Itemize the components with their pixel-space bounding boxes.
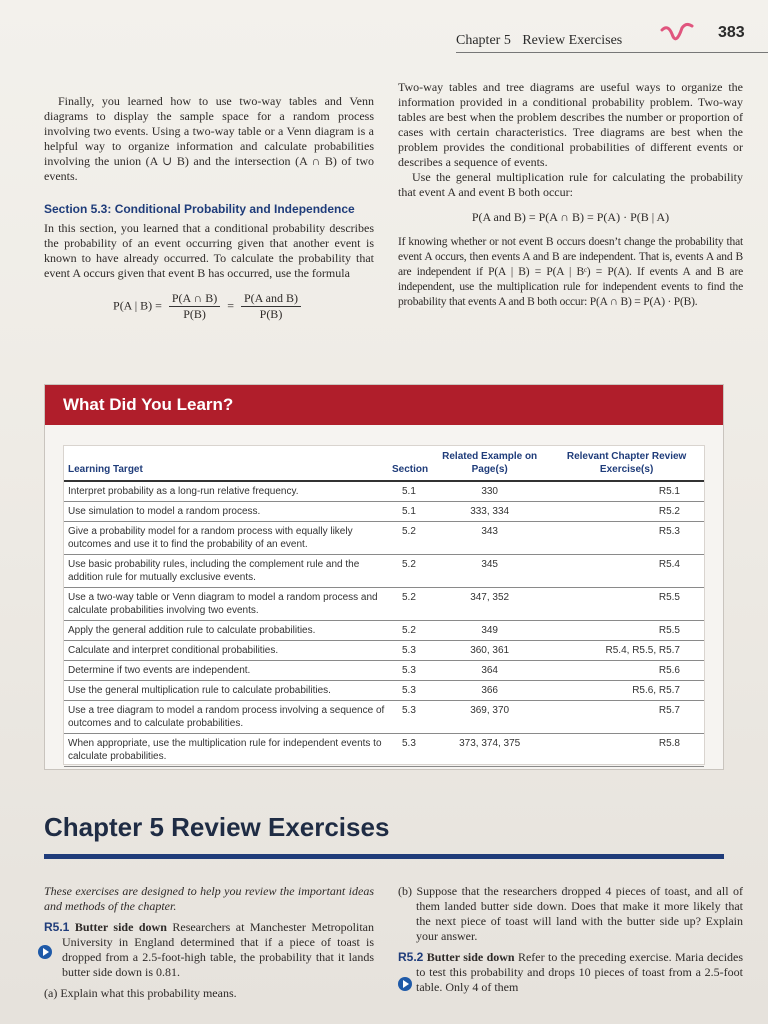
learning-target-cell: Apply the general addition rule to calculate probabilities. [64,621,390,641]
example-pages-cell: 373, 374, 375 [430,734,549,767]
chapter-review-title: Chapter 5 Review Exercises [44,812,390,842]
section-cell: 5.3 [390,641,430,661]
exercise-r5-1-part-b [398,884,743,944]
table-header-row [64,446,704,481]
formula-denominator-1: P(B) [183,307,206,321]
review-exercise-cell: R5.8 [549,734,704,767]
learning-target-cell: When appropriate, use the multiplication rule for independent events to calculate probabilities. [64,734,390,767]
header-review-exercise: Relevant Chapter Review Exercise(s) [549,446,704,481]
review-left-column [44,884,374,1001]
exercise-title: Butter side down [426,950,515,964]
section-cell: 5.3 [390,701,430,734]
formula-equals: = [227,298,234,313]
review-exercise-cell: R5.2 [549,502,704,522]
exercise-r5-1-part-a [44,986,374,1001]
learning-target-table-panel [63,445,705,765]
exercise-r5-1 [44,920,374,980]
exercise-number: R5.2 [398,950,424,964]
learning-target-cell: Use simulation to model a random process. [64,502,390,522]
section-cell: 5.3 [390,681,430,701]
example-pages-cell: 366 [430,681,549,701]
section-paragraph: In this section, you learned that a conditional probability describes the probability of an event occurring given that another event is known to have already occurred. To calculate the probability that event A occurs given that event B has occurred, use the formula [44,221,374,280]
part-a-text: Explain what this probability means. [60,986,237,1000]
exercise-text: Refer to the preceding exercise. Maria decides to test this probability and drops 10 pieces of toast from a 2.5-foot table. Only 4 of them [416,950,744,994]
example-pages-cell: 349 [430,621,549,641]
formula-lhs: P(A | B) = [113,298,162,313]
example-pages-cell: 333, 334 [430,502,549,522]
tables-paragraph: Two-way tables and tree diagrams are useful ways to organize the information provided in a conditional probability problem. Two-way tables are best when the problem describes the number or proportion of cases with certain characteristics. Tree diagrams are best when the problem provides the conditional probabilities of different events or describes a sequence of events. [398,80,743,169]
review-intro: These exercises are designed to help you review the important ideas and methods of the chapter. [44,884,374,913]
example-pages-cell: 347, 352 [430,588,549,621]
exercise-title: Butter side down [74,920,167,934]
learning-target-cell: Interpret probability as a long-run relative frequency. [64,481,390,502]
example-pages-cell: 369, 370 [430,701,549,734]
header-rule [456,52,768,53]
part-b-label: (b) [398,884,412,898]
review-exercise-cell: R5.4, R5.5, R5.7 [549,641,704,661]
learning-target-cell: Determine if two events are independent. [64,661,390,681]
multiplication-rule-formula: P(A and B) = P(A ∩ B) = P(A) · P(B | A) [471,210,670,224]
running-head-chapter: Chapter 5 [456,33,511,48]
table-row [64,522,704,555]
table-row [64,502,704,522]
formula-fraction-2 [241,291,301,322]
part-a-label: (a) [44,986,58,1000]
section-cell: 5.3 [390,734,430,767]
multiplication-rule-paragraph: Use the general multiplication rule for calculating the probability that event A and event B both occur: [398,170,743,199]
learning-target-cell: Give a probability model for a random process with equally likely outcomes and use it to find the probability of an event. [64,522,390,555]
example-pages-cell: 330 [430,481,549,502]
section-cell: 5.1 [390,502,430,522]
running-head [456,33,622,49]
independence-paragraph: If knowing whether or not event B occurs doesn’t change the probability that event A occurs, then events A and B are independent. That is, events A and B are independent if P(A | B) = P(A | Bᶜ) = P(A). If events A and B are independent, use the multiplication rule for independent events to find the probability that events A and B both occur: P(A ∩ B) = P(A) · P(B). [398,236,743,308]
formula-fraction-1 [169,291,220,322]
review-exercise-cell: R5.4 [549,555,704,588]
example-pages-cell: 364 [430,661,549,681]
part-b-text: Suppose that the researchers dropped 4 pieces of toast, and all of them landed butter side down. Does that make it more likely that the next piece of toast will land with the butter side up? Explain your answer. [416,884,743,943]
section-cell: 5.2 [390,588,430,621]
header-related-example: Related Example on Page(s) [430,446,549,481]
learning-target-cell: Use a tree diagram to model a random process involving a sequence of outcomes and to calculate probabilities. [64,701,390,734]
left-column [44,94,374,332]
formula-numerator-1: P(A ∩ B) [169,291,220,307]
title-rule [44,854,724,859]
table-row [64,555,704,588]
header-section: Section [390,446,430,481]
exercise-text: Researchers at Manchester Metropolitan University in England determined that if a piece of toast is dropped from a 2.5-foot-high table, the probability that it lands butter side down is 0.81. [62,920,375,979]
right-column [398,80,743,310]
exercise-r5-2 [398,950,743,995]
example-pages-cell: 343 [430,522,549,555]
learning-target-rows [64,481,704,767]
review-exercise-cell: R5.5 [549,621,704,641]
section-cell: 5.3 [390,661,430,681]
formula-numerator-2: P(A and B) [241,291,301,307]
learning-target-cell: Use the general multiplication rule to calculate probabilities. [64,681,390,701]
review-exercise-cell: R5.7 [549,701,704,734]
example-pages-cell: 345 [430,555,549,588]
section-cell: 5.2 [390,555,430,588]
intro-paragraph: Finally, you learned how to use two-way tables and Venn diagrams to display the sample space for a random process involving two events. Using a two-way table or a Venn diagram is a helpful way to organize information and calculate probabilities involving the union (A ∪ B) and the intersection (A ∩ B) of two events. [44,94,374,183]
table-row [64,701,704,734]
review-exercise-cell: R5.5 [549,588,704,621]
review-exercise-cell: R5.6 [549,661,704,681]
example-pages-cell: 360, 361 [430,641,549,661]
section-cell: 5.1 [390,481,430,502]
video-play-icon[interactable] [398,977,412,991]
pen-mark-icon [658,20,698,50]
review-exercise-cell: R5.1 [549,481,704,502]
table-row [64,641,704,661]
learning-target-table [64,446,704,767]
learning-target-cell: Calculate and interpret conditional probabilities. [64,641,390,661]
learning-target-cell: Use basic probability rules, including the complement rule and the addition rule for mutually exclusive events. [64,555,390,588]
review-exercise-cell: R5.6, R5.7 [549,681,704,701]
exercise-number: R5.1 [44,920,70,934]
table-row [64,588,704,621]
section-cell: 5.2 [390,621,430,641]
header-learning-target: Learning Target [64,446,390,481]
table-row [64,681,704,701]
running-head-section: Review Exercises [522,33,623,48]
formula-denominator-2: P(B) [259,307,283,321]
review-exercise-cell: R5.3 [549,522,704,555]
table-row [64,621,704,641]
learn-box-title: What Did You Learn? [45,385,723,425]
section-cell: 5.2 [390,522,430,555]
learning-target-cell: Use a two-way table or Venn diagram to model a random process and calculate probabilities involving two events. [64,588,390,621]
section-heading: Section 5.3: Conditional Probability and Independence [44,202,355,216]
video-play-icon[interactable] [38,945,52,959]
page-number: 383 [718,24,745,41]
review-right-column [398,884,743,995]
table-row [64,661,704,681]
table-row [64,481,704,502]
what-did-you-learn-box [44,384,724,770]
conditional-probability-formula [44,291,374,322]
table-row [64,734,704,767]
